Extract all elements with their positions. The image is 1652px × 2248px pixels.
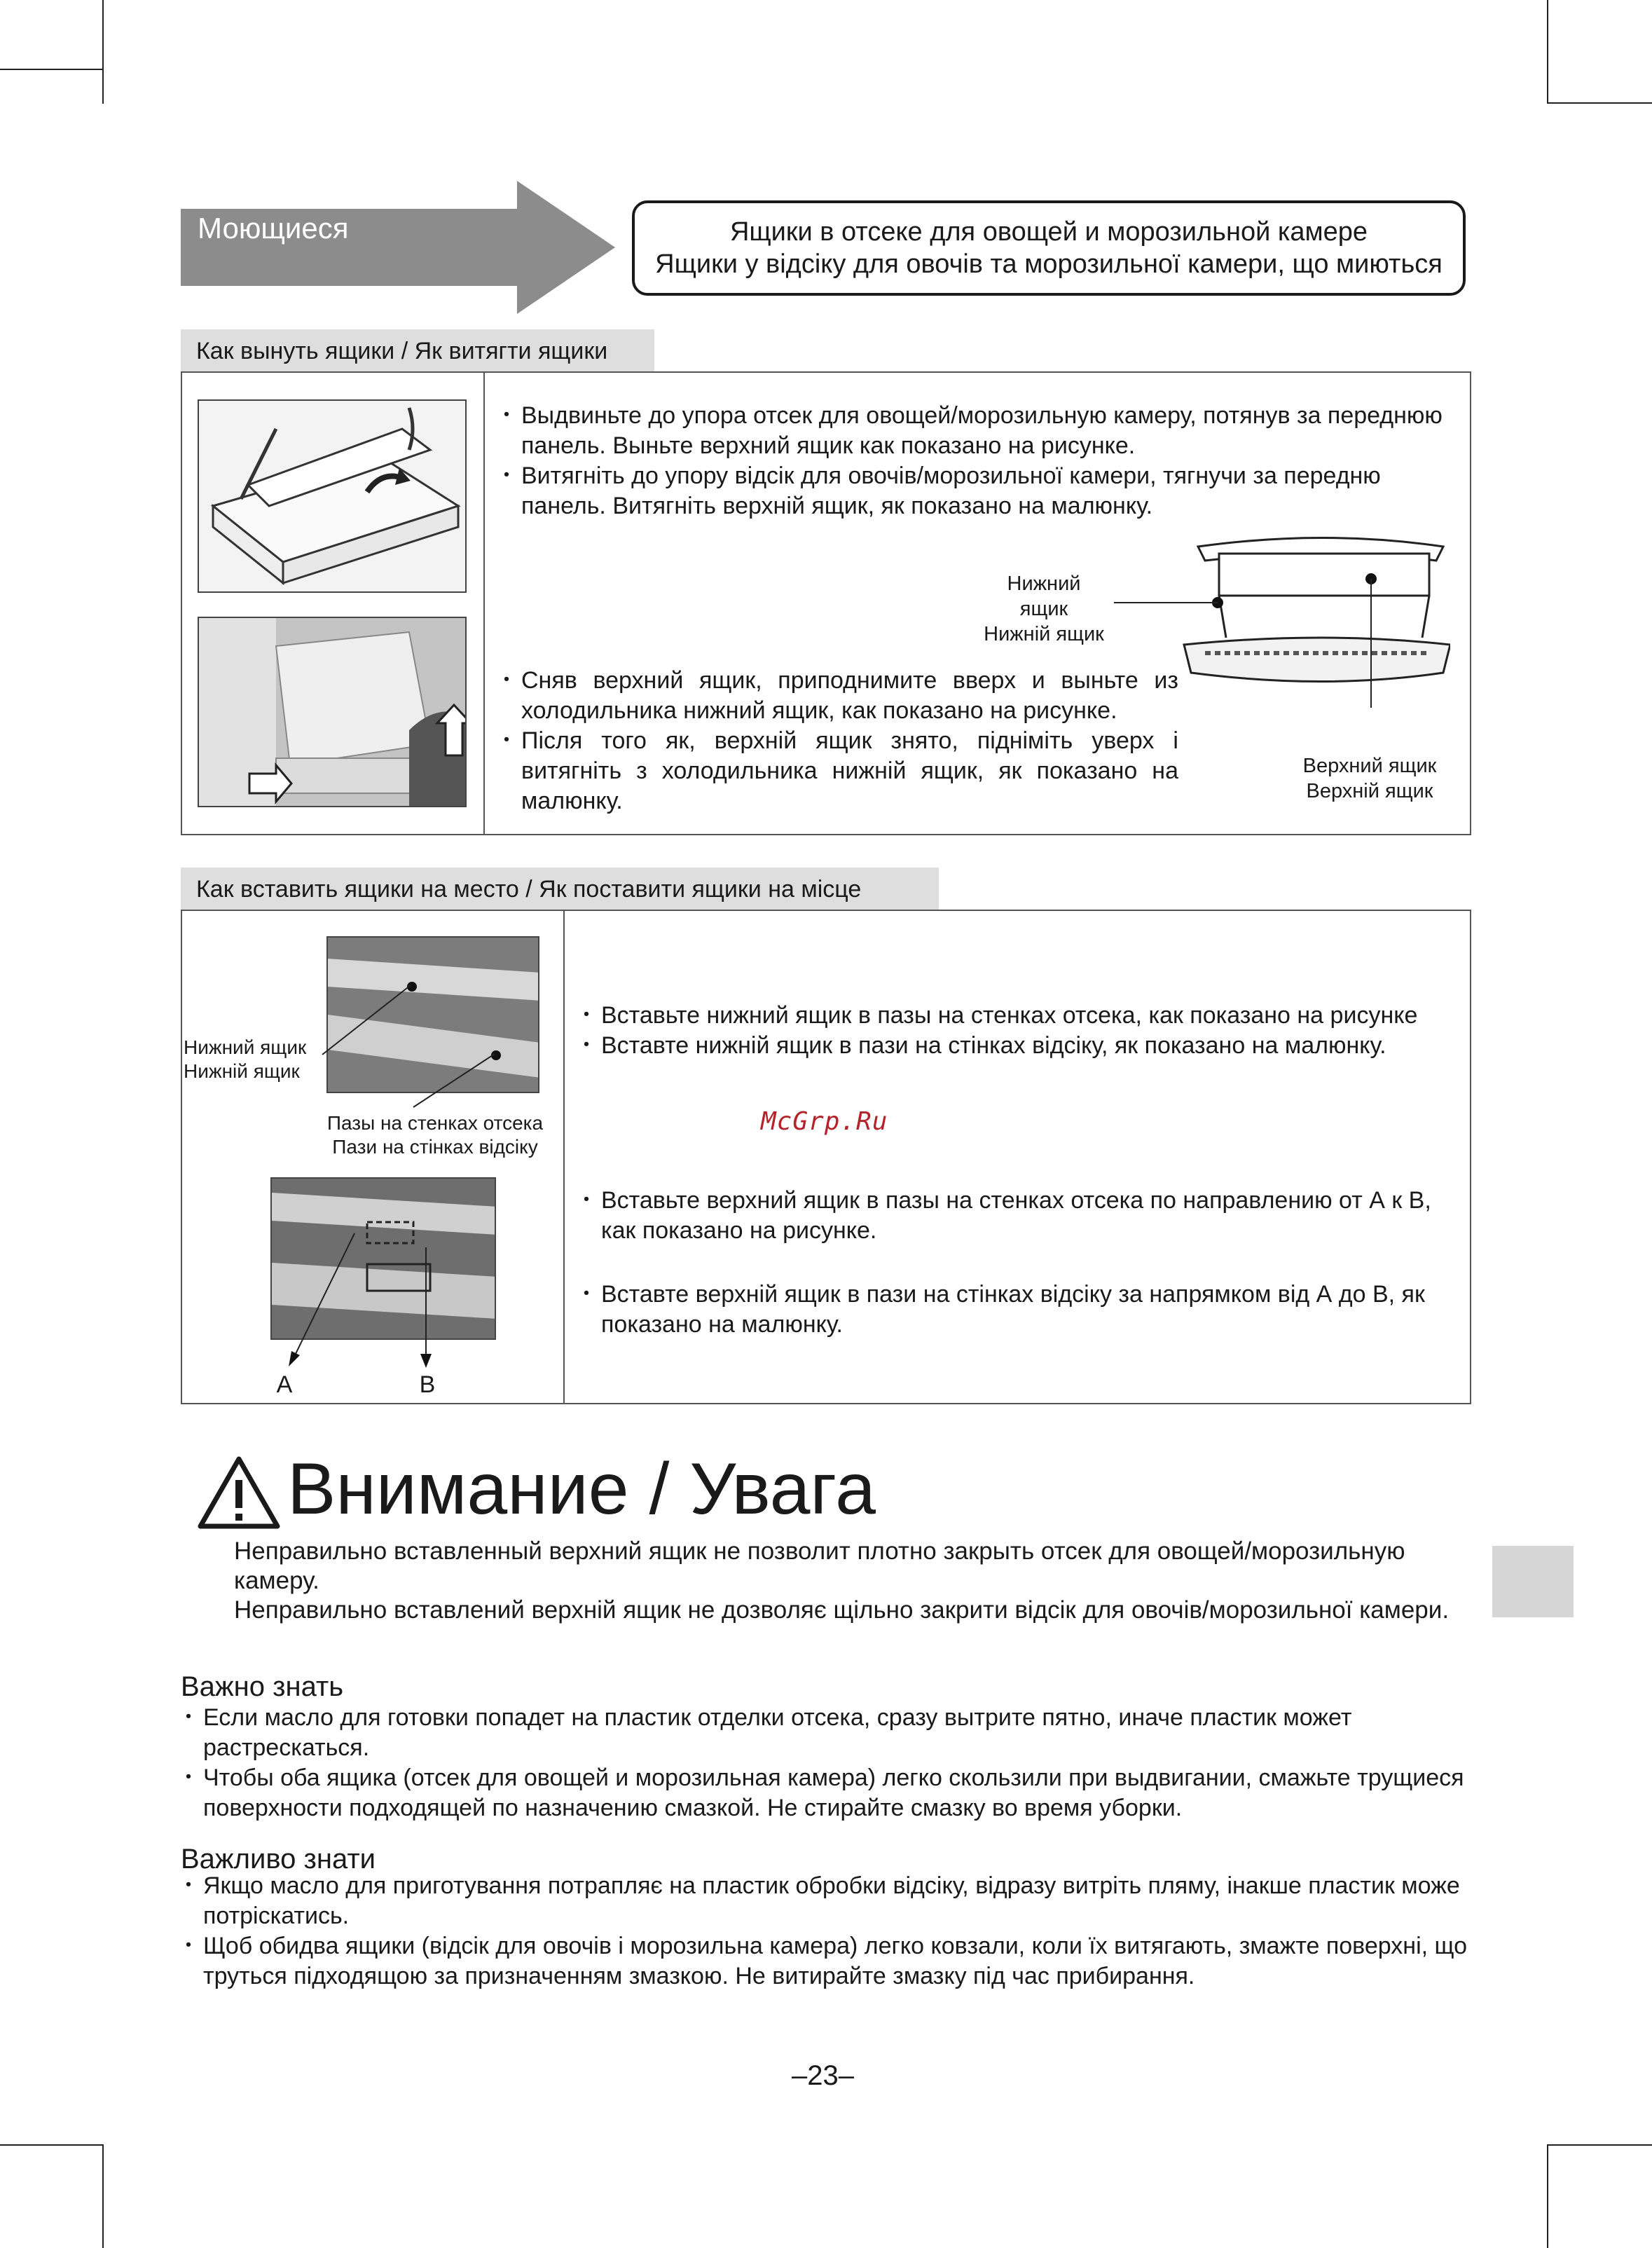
label-insert-slots: Пазы на стенках отсека Пази на стінках відсіку xyxy=(326,1112,544,1158)
warning-body xyxy=(234,1537,1481,1625)
important-title-ru: Важно знать xyxy=(181,1671,344,1702)
section-tab-insert: Как вставить ящики на место / Як поставити ящики на місце xyxy=(181,868,939,910)
insert-bullets-2 xyxy=(581,1186,1464,1246)
bullet-item: ・ Сняв верхний ящик, приподнимите вверх и выньте из холодильника нижний ящик, как показано на рисунке. xyxy=(502,666,1178,726)
watermark: McGrp.Ru xyxy=(761,1107,888,1136)
list-item: ・ Если масло для готовки попадет на пластик отделки отсека, сразу вытрите пятно, иначе пластик может растрескаться. xyxy=(184,1703,1487,1763)
section-tab-remove: Как вынуть ящики / Як витягти ящики xyxy=(181,329,654,371)
remove-bullets-bottom xyxy=(502,666,1178,816)
bullet-item: ・ Вставте нижній ящик в пази на стінках відсіку, як показано на малюнку. xyxy=(581,1031,1464,1061)
page-number: –23– xyxy=(792,2060,854,2091)
drawer-photo-icon xyxy=(199,618,467,807)
label-insert-lower-drawer: Нижний ящик Нижній ящик xyxy=(184,1036,307,1082)
crop-mark xyxy=(102,2144,104,2248)
title-ru: Ящики в отсеке для овощей и морозильной камере xyxy=(729,217,1368,247)
label-b: B xyxy=(419,1371,436,1398)
banner-arrow xyxy=(181,181,615,314)
crop-mark xyxy=(0,2144,104,2146)
title-uk: Ящики у відсіку для овочів та морозильної камери, що миються xyxy=(655,249,1443,279)
insert-bullets-1 xyxy=(581,1001,1464,1061)
important-list-uk xyxy=(184,1871,1487,1992)
insert-ab-arrows xyxy=(270,1219,496,1373)
crop-mark xyxy=(0,69,104,70)
warning-text-ru: Неправильно вставленный верхний ящик не позволит плотно закрыть отсек для овощей/морозильную камеру. xyxy=(234,1537,1405,1594)
remove-bullets-top xyxy=(502,401,1461,521)
crop-mark xyxy=(1547,2144,1548,2248)
warning-text-uk: Неправильно вставлений верхній ящик не дозволяє щільно закрити відсік для овочів/морозильної камери. xyxy=(234,1596,1450,1624)
bullet-item: ・ Вставьте верхний ящик в пазы на стенках отсека по направлению от А к В, как показано на рисунке. xyxy=(581,1186,1464,1246)
insert-callout-lines xyxy=(308,974,532,1114)
bullet-item: ・ Вставьте нижний ящик в пазы на стенках отсека, как показано на рисунке xyxy=(581,1001,1464,1031)
warning-title: Внимание / Увага xyxy=(287,1448,876,1530)
important-list-ru xyxy=(184,1703,1487,1823)
bullet-item: ・ Витягніть до упору відсік для овочів/морозильної камери, тягнучи за передню панель. Витягніть верхній ящик, як показано на малюнку. xyxy=(502,461,1461,521)
list-item: ・ Якщо масло для приготування потрапляє на пластик обробки відсіку, відразу витріть пляму, інакше пластик може потріскатись. xyxy=(184,1871,1487,1931)
drawer-sketch-icon xyxy=(199,401,467,593)
remove-upper-drawer-photo xyxy=(198,399,467,593)
label-lower-drawer: Нижний ящик Нижній ящик xyxy=(984,573,1104,645)
panel-divider xyxy=(483,371,485,835)
label-a: A xyxy=(276,1371,293,1398)
bullet-item: ・ Выдвиньте до упора отсек для овощей/морозильную камеру, потянув за переднюю панель. Выньте верхний ящик как показано на рисунке. xyxy=(502,401,1461,461)
crop-mark xyxy=(1547,2144,1652,2146)
crop-mark xyxy=(1547,102,1652,104)
bullet-item: ・ Після того як, верхній ящик знято, підніміть уверх і витягніть з холодильника нижній ящик, як показано на малюнку. xyxy=(502,726,1178,816)
list-item: ・ Щоб обидва ящики (відсік для овочів і морозильна камера) легко ковзали, коли їх витягають, змажте поверхні, що труться підходящою за призначенням змазкою. Не витирайте змазку під час прибирання. xyxy=(184,1931,1487,1992)
banner-label: Моющиеся xyxy=(198,212,349,245)
important-title-uk: Важливо знати xyxy=(181,1844,376,1875)
bullet-item: ・ Вставте верхній ящик в пази на стінках відсіку за напрямком від А до В, як показано на малюнку. xyxy=(581,1280,1464,1340)
warning-icon xyxy=(196,1455,282,1530)
label-upper-drawer: Верхний ящик Верхній ящик xyxy=(1302,755,1437,802)
crop-mark xyxy=(102,0,104,104)
insert-bullets-3 xyxy=(581,1280,1464,1340)
page-title-box xyxy=(632,200,1466,296)
list-item: ・ Чтобы оба ящика (отсек для овощей и морозильная камера) легко скользили при выдвигании, смажьте трущиеся поверхности подходящей по назначению смазкой. Не стирайте смазку во время уборки. xyxy=(184,1763,1487,1823)
side-tab-marker xyxy=(1492,1546,1574,1617)
crop-mark xyxy=(1547,0,1548,104)
remove-lower-drawer-photo xyxy=(198,617,467,807)
